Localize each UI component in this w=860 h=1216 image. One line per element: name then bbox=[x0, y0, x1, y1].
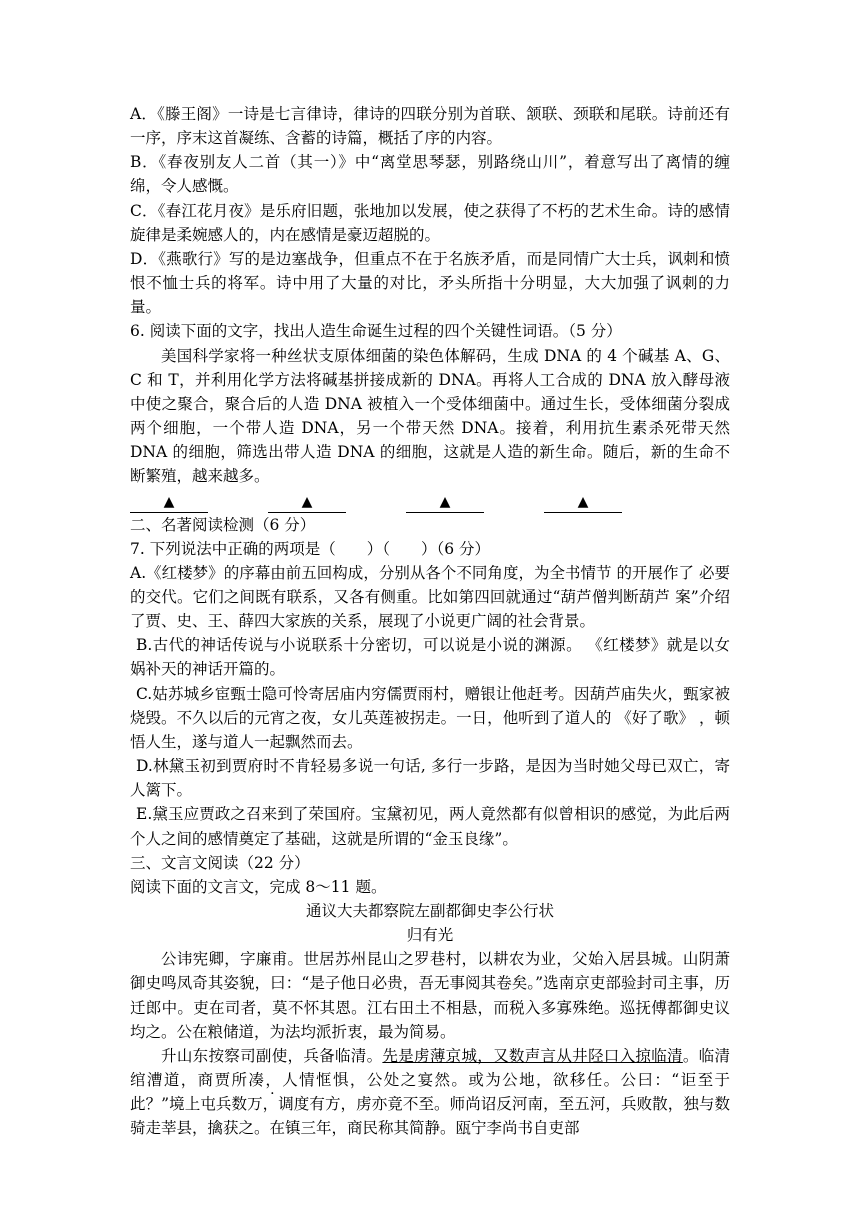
section-2-heading: 二、名著阅读检测（6 分） bbox=[130, 515, 316, 534]
answer-blank-1[interactable]: ▲ bbox=[130, 492, 208, 513]
q7-option-e: E.黛玉应贾政之召来到了荣国府。宝黛初见，两人竟然都有似曾相识的感觉，为此后两个人之间的感情奠定了基础，这就是所谓的“金玉良缘”。 bbox=[130, 805, 730, 848]
q5-option-d: D．《燕歌行》写的是边塞战争，但重点不在于名族矛盾，而是同情广大士兵，讽刺和愤恨不恤士兵的将军。诗中用了大量的对比，矛头所指十分明显，大大加强了讽刺的力量。 bbox=[130, 249, 730, 317]
q6-title: 6. 阅读下面的文字，找出人造生命诞生过程的四个关键性词语。（5 分） bbox=[130, 322, 622, 341]
answer-blank-4[interactable]: ▲ bbox=[544, 492, 622, 513]
q5-option-a: A．《滕王阁》一诗是七言律诗，律诗的四联分别为首联、颔联、颈联和尾联。诗前还有一序，序末这首凝练、含蓄的诗篇，概括了序的内容。 bbox=[130, 105, 730, 148]
essay-paragraph-2 bbox=[130, 1044, 730, 1141]
q6-passage: 美国科学家将一种丝状支原体细菌的染色体解码，生成 DNA 的 4 个碱基 A、G、C 和 T，并利用化学方法将碱基拼接成新的 DNA。再将人工合成的 DNA 放入酵母液中使之聚合，聚合后的人造 DNA 被植入一个受体细菌中。通过生长，受体细菌分裂成两个细胞，一个带人造 DNA，另一个带天然 DNA。接着，利用抗生素杀死带天然 DNA 的细胞，筛选出带人造 DNA 的细胞，这就是人造的新生命。随后，新的生命不断繁殖，越来越多。 bbox=[130, 346, 730, 486]
q7-title: 7. 下列说法中正确的两项是（ ）（ ）（6 分） bbox=[130, 539, 491, 558]
q7-option-d: D.林黛玉初到贾府时不肯轻易多说一句话, 多行一步路，是因为当时她父母已双亡，寄人篱下。 bbox=[130, 757, 730, 800]
q7-option-b: B.古代的神话传说与小说联系十分密切，可以说是小说的渊源。 《红楼梦》就是以女娲补天的神话开篇的。 bbox=[130, 636, 730, 679]
para2-mid: 。临清绾漕道，商贾所 bbox=[130, 1046, 730, 1090]
document-body bbox=[130, 102, 730, 1141]
essay-author: 归有光 bbox=[406, 926, 454, 945]
essay-title: 通议大夫都察院左副都御史李公行状 bbox=[305, 902, 554, 920]
q6-answer-blanks bbox=[130, 489, 730, 513]
section-3-instruction: 阅读下面的文言文，完成 8～11 题。 bbox=[130, 877, 387, 896]
answer-blank-3[interactable]: ▲ bbox=[406, 492, 484, 513]
para2-start: 升山东按察司副使，兵备临清。 bbox=[161, 1046, 383, 1065]
para2-rest: ，人情恇惧，公处之宴然。或为公地，欲移任。公曰：“讵至于此？”境上屯兵数万，调度有方，虏亦竟不至。师尚诏反河南，至五河，兵败散，独与数骑走莘县，擒获之。在镇三年，商民称其简静。瓯宁李尚书自吏部 bbox=[130, 1071, 730, 1138]
q5-option-b: B．《春夜别友人二首（其一）》中“离堂思琴瑟，别路绕山川”，着意写出了离情的缠绵，令人感慨。 bbox=[130, 153, 730, 196]
section-3-heading: 三、文言文阅读（22 分） bbox=[130, 853, 310, 872]
dotted-character: 凑 bbox=[248, 1071, 266, 1090]
answer-blank-2[interactable]: ▲ bbox=[268, 492, 346, 513]
q7-option-a: A.《红楼梦》的序幕由前五回构成，分别从各个不同角度，为全书情节 的开展作了 必要的交代。它们之间既有联系，又各有侧重。比如第四回就通过“葫芦僧判断葫芦 案”介绍了贾、史、王、薛四大家族的关系，展现了小说更广阔的社会背景。 bbox=[130, 563, 730, 631]
essay-paragraph-1: 公讳宪卿，字廉甫。世居苏州昆山之罗巷村，以耕农为业，父始入居县城。山阴萧御史鸣凤奇其姿貌，曰：“是子他日必贵，吾无事阅其卷矣。”选南京吏部验封司主事，历迁郎中。吏在司者，莫不怀其恩。江右田土不相悬，而税入多寡殊绝。巡抚傅都御史议均之。公在粮储道，为法均派折衷，最为简易。 bbox=[130, 950, 730, 1041]
underlined-sentence: 先是虏薄京城，又数声言从井陉口入掠临清 bbox=[382, 1046, 683, 1065]
q5-option-c: C．《春江花月夜》是乐府旧题，张地加以发展，使之获得了不朽的艺术生命。诗的感情旋律是柔婉感人的，内在感情是豪迈超脱的。 bbox=[130, 201, 730, 244]
q7-option-c: C.姑苏城乡宦甄士隐可怜寄居庙内穷儒贾雨村，赠银让他赶考。因葫芦庙失火，甄家被烧毁。不久以后的元宵之夜，女儿英莲被拐走。一日，他听到了道人的 《好了歌》 ，顿悟人生，遂与道人一起飘然而去。 bbox=[130, 684, 730, 751]
